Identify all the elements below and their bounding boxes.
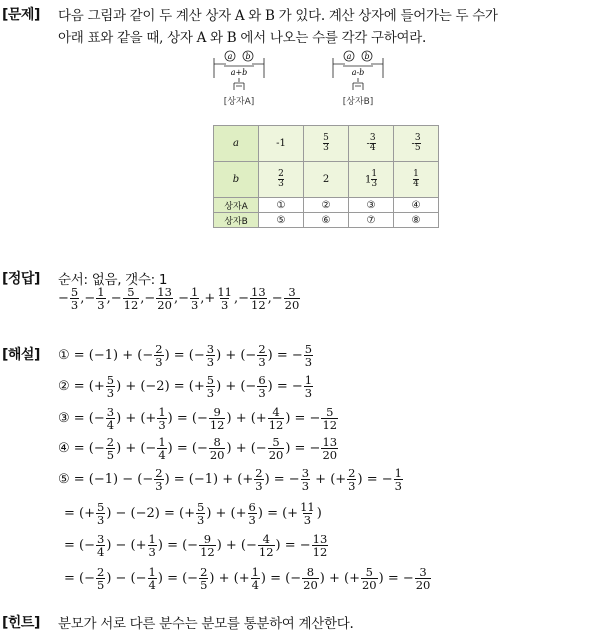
table-cell-a-3: - $\frac{3}{4}$ <box>349 126 394 162</box>
solution-fraction: $\frac{3}{4}$ <box>106 405 115 433</box>
svg-text:b: b <box>364 52 370 61</box>
solution-fraction: $\frac{5}{20}$ <box>361 565 377 593</box>
solution-fraction: $\frac{6}{3}$ <box>258 373 266 401</box>
table-head-b: b <box>214 162 259 198</box>
answer-sign: ,− <box>267 291 283 307</box>
hint-label: [힌트] <box>2 615 40 631</box>
table-row-b <box>214 162 439 198</box>
input-table <box>213 125 439 228</box>
table-cell-boxa-4: ④ <box>394 198 439 213</box>
table-cell-b-1: $\frac{2}{3}$ <box>259 162 304 198</box>
solution-line: ⑤ = (−1) − (− $\frac{2}{3}$ ) = (−1) + (+ $\frac{2}{3}$ ) = − $\frac{3}{3}$ + (+ $\frac{2}{3}$ ) = − $\frac{1}{3}$ <box>58 466 402 494</box>
solution-fraction: $\frac{4}{12}$ <box>258 532 274 560</box>
calc-box-b-caption: [상자B] <box>342 97 374 107</box>
table-cell-boxb-2: ⑥ <box>304 213 349 228</box>
answer-fraction: $\frac{5}{3}$ <box>70 285 79 313</box>
table-cell-boxa-3: ③ <box>349 198 394 213</box>
solution-fraction: $\frac{2}{3}$ <box>255 466 263 494</box>
answer-sign: ,+ <box>200 291 216 307</box>
solution-fraction: $\frac{2}{5}$ <box>200 565 208 593</box>
problem-label: [문제] <box>2 7 40 23</box>
svg-text:a: a <box>227 52 233 61</box>
solution-fraction: $\frac{13}{20}$ <box>322 435 338 463</box>
solution-line: ③ = (− $\frac{3}{4}$ ) + (+ $\frac{1}{3}$ ) = (− $\frac{9}{12}$ ) + (+ $\frac{4}{12}$ ) = − $\frac{5}{12}$ <box>58 405 338 433</box>
solution-fraction: $\frac{1}{3}$ <box>394 466 402 494</box>
table-cell-b-4: $\frac{1}{4}$ <box>394 162 439 198</box>
solution-fraction: $\frac{5}{3}$ <box>106 373 115 401</box>
solution-fraction: $\frac{2}{5}$ <box>106 435 115 463</box>
solution-fraction: $\frac{2}{3}$ <box>155 342 163 370</box>
svg-text:a: a <box>346 52 352 61</box>
solution-fraction: $\frac{5}{12}$ <box>322 405 338 433</box>
solution-fraction: $\frac{4}{12}$ <box>268 405 284 433</box>
table-cell-a-4: - $\frac{3}{5}$ <box>394 126 439 162</box>
solution-fraction: $\frac{1}{3}$ <box>304 373 313 401</box>
table-row-a <box>214 126 439 162</box>
table-cell-boxb-4: ⑧ <box>394 213 439 228</box>
solution-fraction: $\frac{13}{12}$ <box>312 532 328 560</box>
table-cell-a-1: -1 <box>259 126 304 162</box>
table-cell-b-2: 2 <box>304 162 349 198</box>
answer-sign: ,− <box>106 291 122 307</box>
solution-fraction: $\frac{5}{3}$ <box>97 500 105 528</box>
table-row-box-b <box>214 213 439 228</box>
answer-sign: − <box>58 291 69 307</box>
table-head-box-b: 상자B <box>214 213 259 228</box>
answer-sign: ,− <box>80 291 96 307</box>
table-cell-boxb-3: ⑦ <box>349 213 394 228</box>
table-row-box-a <box>214 198 439 213</box>
answer-fraction: $\frac{3}{20}$ <box>284 285 300 313</box>
calc-box-a-drawing <box>208 50 270 94</box>
table-cell-a-2: $\frac{5}{3}$ <box>304 126 349 162</box>
solution-fraction: $\frac{3}{20}$ <box>415 565 431 593</box>
solution-fraction: $\frac{5}{3}$ <box>304 342 313 370</box>
solution-fraction: $\frac{6}{3}$ <box>248 500 256 528</box>
table-cell-boxa-1: ① <box>259 198 304 213</box>
calc-box-a-caption: [상자A] <box>223 97 255 107</box>
solution-fraction: $\frac{9}{12}$ <box>209 405 225 433</box>
solution-line: = (+ $\frac{5}{3}$ ) − (−2) = (+ $\frac{5}{3}$ ) + (+ $\frac{6}{3}$ ) = (+ $\frac{11}{3}$ ) <box>64 500 322 528</box>
solution-fraction: $\frac{1}{4}$ <box>251 565 259 593</box>
solution-line: = (− $\frac{2}{5}$ ) − (− $\frac{1}{4}$ ) = (− $\frac{2}{5}$ ) + (+ $\frac{1}{4}$ ) = (− $\frac{8}{20}$ ) + (+ $\frac{5}{20}$ ) = − $\frac{3}{20}$ <box>64 565 431 593</box>
calc-box-b-drawing <box>327 50 389 94</box>
solution-fraction: $\frac{2}{3}$ <box>258 342 266 370</box>
answer-sign: ,− <box>140 291 156 307</box>
solution-fraction: $\frac{2}{5}$ <box>97 565 105 593</box>
solution-fraction: $\frac{3}{3}$ <box>301 466 310 494</box>
solution-fraction: $\frac{1}{4}$ <box>158 435 166 463</box>
solution-fraction: $\frac{5}{3}$ <box>206 373 215 401</box>
solution-line: ④ = (− $\frac{2}{5}$ ) + (− $\frac{1}{4}$ ) = (− $\frac{8}{20}$ ) + (− $\frac{5}{20}$ ) = − $\frac{13}{20}$ <box>58 435 338 463</box>
answer-fraction: $\frac{1}{3}$ <box>97 285 105 313</box>
solution-fraction: $\frac{5}{3}$ <box>197 500 205 528</box>
table-head-a: a <box>214 126 259 162</box>
solution-line: = (− $\frac{3}{4}$ ) − (+ $\frac{1}{3}$ ) = (− $\frac{9}{12}$ ) + (− $\frac{4}{12}$ ) = − $\frac{13}{12}$ <box>64 532 328 560</box>
solution-fraction: $\frac{5}{20}$ <box>268 435 284 463</box>
answer-fraction: $\frac{5}{12}$ <box>123 285 139 313</box>
solution-fraction: $\frac{9}{12}$ <box>200 532 215 560</box>
solution-fraction: $\frac{1}{3}$ <box>148 532 156 560</box>
solution-fraction: $\frac{3}{4}$ <box>97 532 105 560</box>
svg-text:a-b: a-b <box>351 68 365 77</box>
calc-box-a <box>208 50 270 107</box>
svg-text:b: b <box>245 52 251 61</box>
table-cell-boxb-1: ⑤ <box>259 213 304 228</box>
answer-sign: ,− <box>233 291 249 307</box>
solution-label: [해설] <box>2 347 40 363</box>
solution-line: ② = (+ $\frac{5}{3}$ ) + (−2) = (+ $\frac{5}{3}$ ) + (− $\frac{6}{3}$ ) = − $\frac{1}{3}$ <box>58 373 313 401</box>
solution-fraction: $\frac{2}{3}$ <box>155 466 163 494</box>
answer-line-1: 순서: 없음, 갯수: 1 <box>58 272 168 288</box>
svg-text:a+b: a+b <box>230 68 248 77</box>
table-cell-boxa-2: ② <box>304 198 349 213</box>
problem-line-1: 다음 그림과 같이 두 계산 상자 A 와 B 가 있다. 계산 상자에 들어가는 두 수가 <box>58 8 498 24</box>
table-head-box-a: 상자A <box>214 198 259 213</box>
calc-box-b <box>327 50 389 107</box>
solution-fraction: $\frac{8}{20}$ <box>209 435 225 463</box>
problem-line-2: 아래 표와 같을 때, 상자 A 와 B 에서 나오는 수를 각각 구하여라. <box>58 30 426 46</box>
solution-fraction: $\frac{1}{3}$ <box>158 405 166 433</box>
solution-fraction: $\frac{3}{3}$ <box>206 342 215 370</box>
answer-fraction: $\frac{1}{3}$ <box>190 285 199 313</box>
solution-fraction: $\frac{1}{4}$ <box>148 565 156 593</box>
solution-fraction: $\frac{2}{3}$ <box>348 466 356 494</box>
answer-fraction: $\frac{13}{12}$ <box>251 285 266 313</box>
solution-line: ① = (−1) + (− $\frac{2}{3}$ ) = (− $\frac{3}{3}$ ) + (− $\frac{2}{3}$ ) = − $\frac{5}{3}$ <box>58 342 313 370</box>
answer-fraction: $\frac{11}{3}$ <box>217 285 232 313</box>
answer-sign: ,− <box>173 291 189 307</box>
solution-fraction: $\frac{11}{3}$ <box>300 500 315 528</box>
hint-text: 분모가 서로 다른 분수는 분모를 통분하여 계산한다. <box>58 616 354 632</box>
answer-fraction: $\frac{13}{20}$ <box>157 285 172 313</box>
solution-fraction: $\frac{8}{20}$ <box>303 565 318 593</box>
answer-values <box>58 286 301 311</box>
answer-label: [정답] <box>2 271 40 287</box>
table-cell-b-3: 1 $\frac{1}{3}$ <box>349 162 394 198</box>
